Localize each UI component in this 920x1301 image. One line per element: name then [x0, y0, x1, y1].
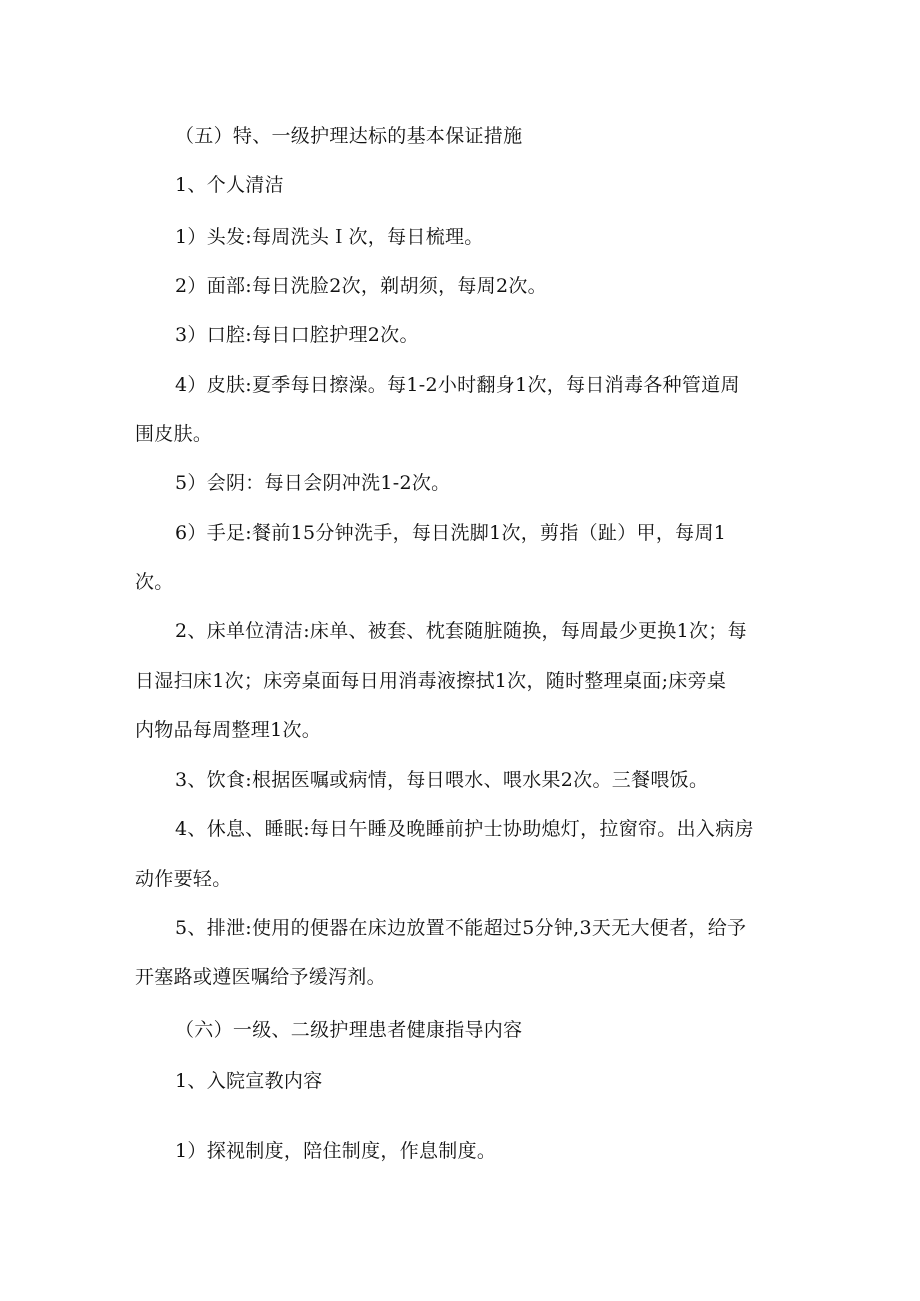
- item-personal-hygiene: 1、个人清洁: [175, 174, 284, 196]
- item-hands-feet: 6）手足:餐前15分钟洗手，每日洗脚1次，剪指（趾）甲，每周1: [175, 522, 727, 544]
- item-mouth: 3）口腔:每日口腔护理2次。: [175, 324, 419, 346]
- item-perineum: 5）会阴：每日会阴冲洗1-2次。: [175, 472, 451, 494]
- item-excretion: 5、排泄:使用的便器在床边放置不能超过5分钟,3天无大便者，给予: [175, 917, 747, 939]
- section-heading-6: （六）一级、二级护理患者健康指导内容: [175, 1019, 523, 1041]
- item-admission-education: 1、入院宣教内容: [175, 1070, 323, 1092]
- item-excretion-cont: 开塞路或遵医嘱给予缓泻剂。: [135, 966, 386, 988]
- item-hands-feet-cont: 次。: [135, 571, 174, 593]
- section-heading-5: （五）特、一级护理达标的基本保证措施: [175, 125, 523, 147]
- item-hair: 1）头发:每周洗头Ｉ次，每日梳理。: [175, 226, 484, 248]
- item-rest-sleep-cont: 动作要轻。: [135, 868, 232, 890]
- item-bed-unit-cont1: 日湿扫床1次；床旁桌面每日用消毒液擦拭1次，随时整理桌面;床旁桌: [135, 670, 727, 692]
- item-skin-cont: 围皮肤。: [135, 423, 213, 445]
- item-bed-unit-cont2: 内物品每周整理1次。: [135, 719, 322, 741]
- item-rest-sleep: 4、休息、睡眠:每日午睡及晚睡前护士协助熄灯，拉窗帘。出入病房: [175, 818, 754, 840]
- item-visiting-rules: 1）探视制度，陪住制度，作息制度。: [175, 1140, 497, 1162]
- item-bed-unit: 2、床单位清洁:床单、被套、枕套随脏随换，每周最少更换1次；每: [175, 620, 747, 642]
- item-diet: 3、饮食:根据医嘱或病情，每日喂水、喂水果2次。三餐喂饭。: [175, 769, 709, 791]
- item-skin: 4）皮肤:夏季每日擦澡。每1-2小时翻身1次，每日消毒各种管道周: [175, 374, 740, 396]
- item-face: 2）面部:每日洗脸2次，剃胡须，每周2次。: [175, 275, 547, 297]
